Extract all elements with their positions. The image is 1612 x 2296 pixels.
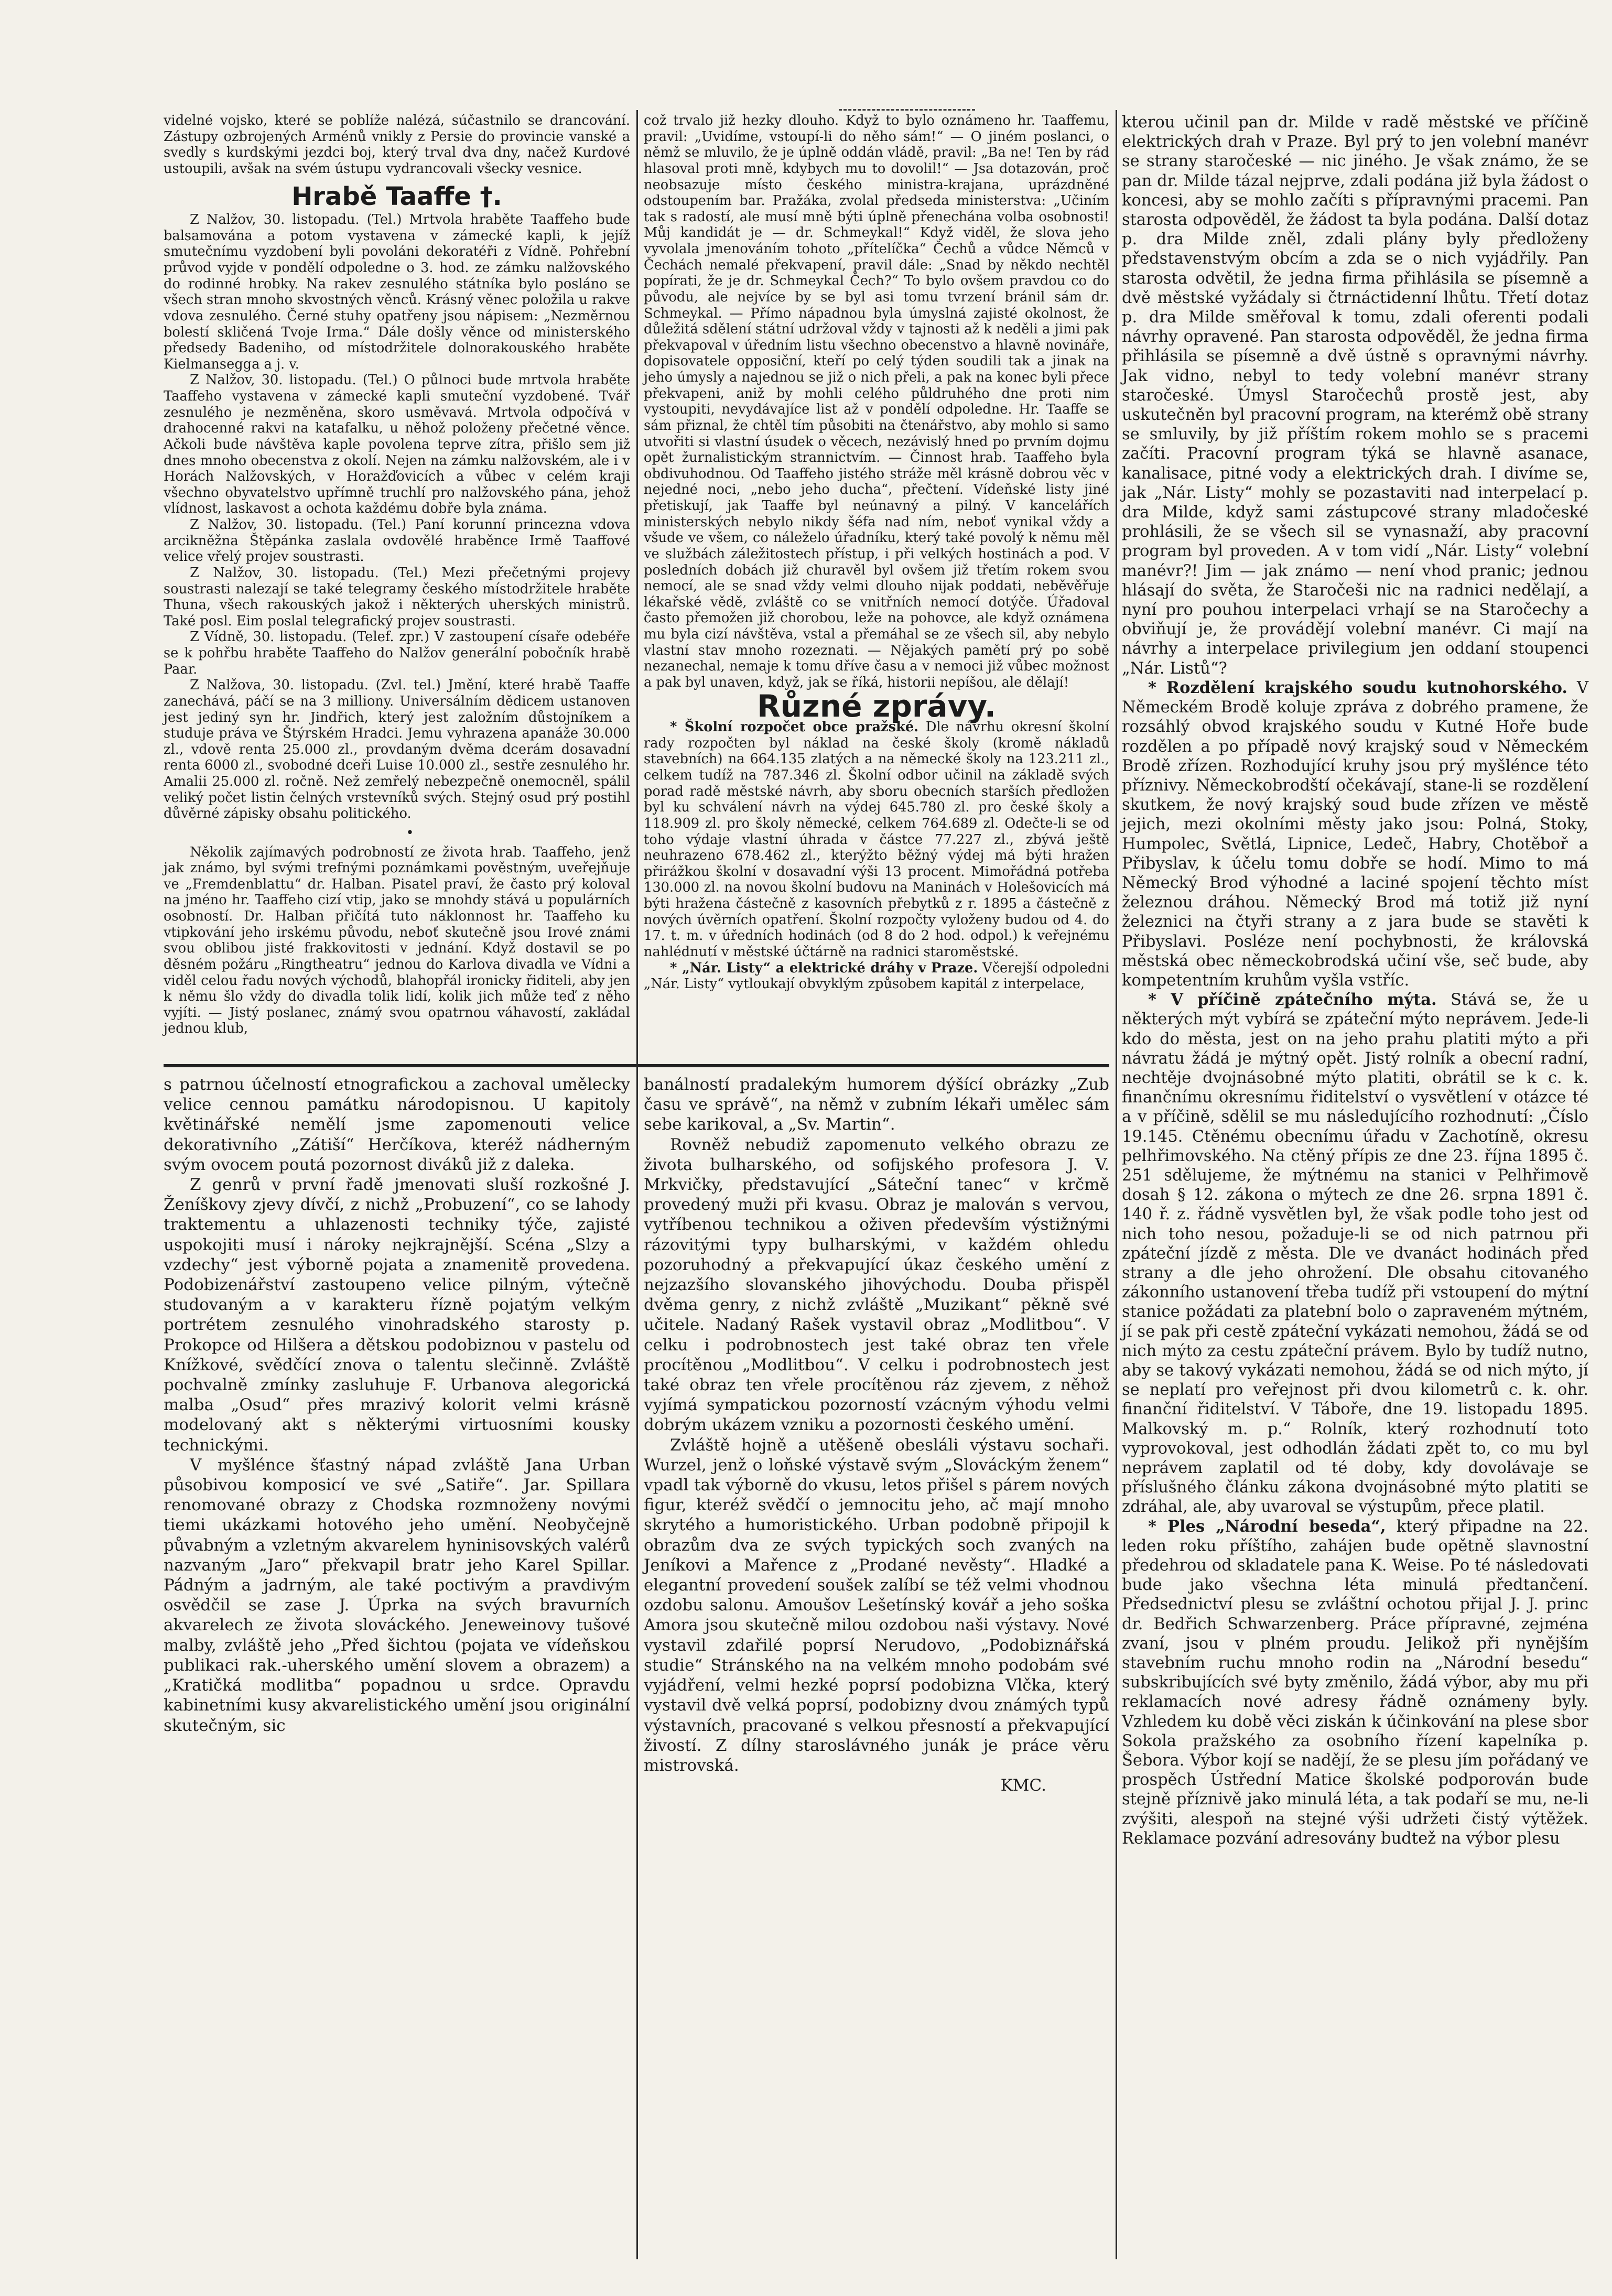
column-rule — [1116, 110, 1117, 2259]
paragraph: Z Nalžov, 30. listopadu. (Tel.) Mrtvola hraběte Taaffeho bude balsamována a potom vystavena v zámecké kapli, k jejíž smutečnímu vyzdobení byli povoláni dekoratéři z Vídně. Pohřební průvod vyjde v pondělí odpoledne o 3. hod. ze zámku nalžovského do rodinné hrobky. Na rakev zesnulého státníka bylo posláno se všech stran mnoho skvostných věnců. Krásný věnec položila u rakve vdova zesnulého. Černé stuhy opatřeny jsou nápisem: „Nezměrnou bolestí skličená Tvoje Irma.“ Dále došly věnce od ministerského předsedy Badeniho, od místodržitele dolnorakouského hraběte Kielmanseggа a j. v. — [164, 212, 630, 372]
paragraph: s patrnou účelností etnografickou a zachoval umělecky velice cennou památku národopisnou. U kapitoly květinářské nemělí jsme zapomenouti velice dekorativního „Zátiší“ Herčíkova, kteréž nádherným svým ovocem poutá pozornost diváků již z daleka. — [164, 1075, 630, 1174]
paragraph: Z Nalžov, 30. listopadu. (Tel.) Paní korunní princezna vdova arcikněžna Štěpánka zaslala ovdovělé hraběnce Irmě Taaffové velice vřelý projev soustrasti. — [164, 517, 630, 565]
news-body: V Německém Brodě koluje zpráva z dobrého pramene, že rozsáhlý obvod krajského soudu v Kutné Hoře bude rozdělen a po případě nový krajský soud v Německém Brodě zřízen. Rozhodující kruhy jsou prý myšlénce této příznivy. Německobrodští očekávají, stane-li se rozdělení skutkem, že nový krajský soud bude zřízen ve městě jejich, mezi okolními městy jako jsou: Polná, Stoky, Humpolec, Světlá, Lipnice, Ledeč, Habry, Chotěboř a Přibyslav, k účelu tomu dobře se hodí. Mimo to má Německý Brod výhodné a laciné spojení těchto míst železnou dráhou. Německý Brod má totiž již nyní železnici na čtyři strany a z jara bude se stavěti k Přibyslavi. Posléze není pochybnosti, že královská městská obec německobrodská učiní vše, seč bude, aby kompetentním kruhům vyšla vstříc. — [1122, 678, 1588, 990]
feuilleton-column-1 — [164, 1075, 630, 1736]
news-body: Dle návrhu okresní školní rady rozpočten byl náklad na české školy (kromě nákladů stavebních) na 664.135 zlatých a na německé školy na 123.211 zl., celkem tudíž na 787.346 zl. Školní odbor učinil na základě svých porad radě městské návrh, aby sboru obecních starších předložen byl ku schválení návrh na výdej 645.780 zl. pro české školy a 118.909 zl. pro školy německé, celkem 764.689 zl. Odečte-li se od toho výdaje vlastní úhrada v částce 77.227 zl., zbývá ještě neuhrazeno 678.462 zl., kterýžto běžný výdej má býti hražen přirážkou školní v dosavadní výši 13 procent. Mimořádná potřeba 130.000 zl. na novou školní budovu na Maninách v Holešovicích má býti hražena částečně z kasovních přebytků z r. 1895 a částečně z nových úvěrních opatření. Školní rozpočty vyloženy budou od 4. do 17. t. m. v úředních hodinách (od 8 do 2 hod. odpol.) k veřejnému nahlédnutí v městské účtárně na radnici staroměstské. — [644, 719, 1110, 960]
news-body: Stává se, že u některých mýt vybírá se zpáteční mýto neprávem. Jede-li kdo do města, jest on na jeho prahu platiti mýto a při návratu žádá je mýtný opět. Jistý rolník a obecní radní, nechtěje dvojnásobné mýto platiti, obrátil se k c. k. finančnímu okresnímu řiditelství o vysvětlení v otázce té a v příčině, sdělil se mu následujícího rozhodnutí: „Číslo 19.145. Ctěnému obecnímu úřadu v Zachotíně, okresu pelhřimovského. Na ctěný přípis ze dne 23. října 1895 č. 251 sdělujeme, že mýtnému na stanici v Pelhřimově dosah § 12. zákona o mýtech ze dne 26. srpna 1891 č. 140 ř. z. řádně vysvětlen byl, že však podle toho jest od nich toho nesou, požaduje-li se od nich patrnou při zpáteční jízdě z města. Dle ve dvanáct hodinách před strany a dle jeho ohrožení. Dle obsahu citovaného zákonního ustanovení třeba tudíž při vstoupení do mýtní stanice požádati za platební bolo o zapraveném mýtném, jí se pak při cestě zpáteční vykázati nemohou, žádá se od nich mýto za cestu zpáteční právem. Bylo by tudíž nutno, aby se takový vykázati nemohou, žádá se od nich mýto, jí se neplatí pro veřejnost při dvou kilometrů c. k. ohr. finanční řiditelství. V Táboře, dne 19. listopadu 1895. Malkovský m. p.“ Rolník, který rozhodnutí toto vyprovokoval, jest odhodlán žádati zpět to, co mu byl neprávem zaplatil od té doby, kdy dovolávaje se příslušného článku zákona dvojnásobné mýto platiti se zdráhal, ale, aby uvaroval se výstupům, přece platil. — [1122, 991, 1588, 1517]
paragraph: Z genrů v první řadě jmenovati sluší rozkošné J. Ženíškovy zjevy dívčí, z nichž „Probuzení“, co se lahody traktementu a uhlazenosti techniky týče, zajisté uspokojiti musí i nároky nejkrajnější. Scéna „Slzy a vzdechy“ jest výborně pojata a znamenitě provedena. Podobizenářství zastoupeno velice pilným, výtečně studovaným a v karakteru řízně pojatým velkým portrétem zesnulého vinohradského starosty p. Prokopce od Hilšera a dětskou podobiznou v pastelu od Knížkové, svědčící znova o talentu slečinně. Zvláště pochvalně zmínky zasluhuje F. Urbanova alegorická malba „Osud“ přes mrazivý kolorit velmi krásně modelovaný akt s některými virtuosními kousky technickými. — [164, 1175, 630, 1455]
paragraph: kterou učinil pan dr. Milde v radě městské ve příčině elektrických drah v Praze. Byl prý to jen volební manévr se strany staročeské — nic jiného. Je však známo, že se pan dr. Milde tázal nejprve, zdali podána již byla žádost o koncesi, aby se mohlo začíti s přípravnými pracemi. Pan starosta odpověděl, že žádost ta byla podána. Další dotaz p. dra Milde zněl, zdali plány byly předloženy představenstvým obcím a zda se o nich vyjádřily. Pan starosta odvětil, že jedna firma přihlásila se písemně a dvě městské vyžádaly si čtrnáctidenní lhůtu. Třetí dotaz p. dra Milde směřoval k tomu, zdali oferenti podali návrhy opravené. Pan starosta odpověděl, že jedna firma přihlásila se písemně a dvě ústně s opravnými návrhy. Jak vidno, nebyl to tedy volební manévr strany staročeské. Úmysl Staročechů prostě jest, aby uskutečněn byl pracovní program, na kterémž obě strany se smluvily, by již příštím rokem mohlo se s pracemi začíti. Pracovní program týká se hlavně asanace, kanalisace, pitné vody a elektrických drah. I divíme se, jak „Nár. Listy“ mohly se pozastaviti nad interpelací p. dra Milde, když sami zástupcové strany mladočeské prohlásili, že se všech sil se vynasnaží, aby pracovní program byl proveden. A v tom vidí „Nár. Listy“ volební manévr?! Jim — jak známo — není vhod pranic; jednou hlásají do světa, že Staročeši nic na radnici nedělají, a nyní pro pouhou interpelaci vrhají se na Staročechy a obviňují je, že provádějí volební manévr. Ci mají na návrhy a interpelace privilegium jen oddaní stoupenci „Nár. Listů“? — [1122, 113, 1588, 678]
paragraph: Z Vídně, 30. listopadu. (Telef. zpr.) V zastoupení císaře odebéře se k pohřbu hraběte Taaffeho do Nalžov generální pobočník hrabě Paar. — [164, 629, 630, 677]
author-signature: KMC. — [1000, 1776, 1046, 1795]
column-1: videlné vojsko, které se poblíže nalézá, súčastnilo se drancování. Zástupy ozbrojených Arménů vnikly z Persie do provincie vanské a svedly s kurdskými jezdci boj, který trval dva dny, načež Kurdové ustoupili, avšak na svém ústupu vydrancovali všecky vesnice. Hrabě Taaffe †. Z Nalžov, 30. listopadu. (Tel.) Mrtvola hraběte Taaffeho bude balsamována a potom vystavena v zámecké kapli, k jejíž smutečnímu vyzdobení byli povoláni dekoratéři z Vídně. Pohřební průvod vyjde v pondělí odpoledne o 3. hod. ze zámku nalžovského do rodinné hrobky. Na rakev zesnulého státníka bylo posláno se všech stran mnoho skvostných věnců. Krásný věnec položila u rakve vdova zesnulého. Černé stuhy opatřeny jsou nápisem: „Nezměrnou bolestí skličená Tvoje Irma.“ Dále došly věnce od ministerského předsedy Badeniho, od místodržitele dolnorakouského hraběte Kielmanseggа a j. v. Z Nalžov, 30. listopadu. (Tel.) O půlnoci bude mrtvola hraběte Taaffeho vystavena v zámecké kapli smuteční vyzdobené. Tvář zesnulého je nezměněna, skoro usměvavá. Mrtvola odpočívá v drahocenné rakvi na katafalku, u něhož položeny přečetné věnce. Ačkoli bude návštěva kaple povolena teprve zítra, přišlo sem již dnes mnoho obecenstva z okolí. Nejen na zámku nalžovském, ale i v Horách Nalžovských, v Horažďovicích a vůbec v celém kraji všechno obyvatelstvo upřímně truchlí pro nalžovského pána, jehož vlídnost, laskavost a ochota každému dobře byla známa. Z Nalžov, 30. listopadu. (Tel.) Paní korunní princezna vdova arcikněžna Štěpánka zaslala ovdovělé hraběnce Irmě Taaffové velice vřelý projev soustrasti. Z Nalžov, 30. listopadu. (Tel.) Mezi přečetnými projevy soustrasti nalezají se také telegramy českého místodržitele hraběte Thuna, všech rakouských jakož i některých uherských ministrů. Také posl. Eim poslal telegrafický projev soustrasti. Z Vídně, 30. listopadu. (Telef. zpr.) V zastoupení císaře odebéře se k pohřbu hraběte Taaffeho do Nalžov generální pobočník hrabě Paar. Z Nalžova, 30. listopadu. (Zvl. tel.) Jmění, které hrabě Taaffe zanechává, páčí se na 3 milliony. Universálním dědicem ustanoven jest jediný syn hr. Jindřich, který jest založním důstojníkem a studuje práva ve Štýrském Hradci. Jemu vyhrazena apanáže 30.000 zl., vdově renta 25.000 zl., provdaným dvěma dcerám dosavadní renta 6000 zl., svobodné dceři Luise 10.000 zl., sestře zesnulého hr. Amalii 25.000 zl. ročně. Než zemřelý nebezpečně onemocněl, spálil veliký počet listin čelných vrstevníků svých. Stejný osud prý postihl důvěrné zápisky obsahu politického. • Několik zajímavých podrobností ze života hrab. Taaffeho, jenž jak známo, byl svými trefnými poznámkami pověstným, uveřejňuje ve „Fremdenblattu“ dr. Halban. Pisatel praví, že často prý koloval na jméno hr. Taaffeho cizí vtip, jako se mnohdy stává u populárních osobností. Dr. Halban přičítá tuto náklonnost hr. Taaffeho ku vtipkování jeho irskému původu, neboť skutečně jsou Irové známi svou oblibou jisté frakkovitosti v jednání. Když dostavil se po děsném požáru „Ringtheatru“ jednou do Karlova divadla ve Vídni a viděl celou řadu nových východů, blahopřál ironicky řiditeli, aby jen k němu šlo vždy do divadla tolik lidí, kolik jich může teď z něho vyjíti. — Jistý poslanec, známý svou opatrnou váhavostí, zakládal jednou klub, — [164, 113, 630, 1037]
paragraph: což trvalo již hezky dlouho. Když to bylo oznámeno hr. Taaffemu, pravil: „Uvidíme, vstoupí-li do něho sám!“ — O jiném poslanci, o němž se mluvilo, že je úplně oddán vládě, pravil: „Ba ne! Ten by rád hlasoval proti mně, kdybych mu to dovolil!“ — Jsa dotazován, proč neobsazuje místo českého ministra-krajana, uprázdněné odstoupením bar. Pražáka, zvolal předseda ministerstva: „Učiním tak s radostí, ale musí mně býti úplně přenechána volba osobnosti! Můj kandidát je — dr. Schmeykal!“ Když viděl, že slova jeho vyvolala jmenováním tohoto „přítelíčka“ Čechů a vůdce Němců v Čechách nemalé překvapení, pravil dále: „Snad by někdo nechtěl popírati, že je dr. Schmeykal Čech?“ To bylo ovšem pravdou co do původu, ale nejvíce by se byl asi tomu tvrzení bránil sám dr. Schmeykal. — Přímo nápadnou byla úmyslná zajisté okolnost, že důležitá sdělení státní udržoval vždy v tajnosti až k neděli a jimi pak překvapoval v úředním listu všechno obecenstvo a hlavně novináře, dopisovatele opposiční, kteří po celý týden soudili tak a jinak na jeho úmysly a najednou se již o nich přeli, a pak na konec byli přece překvapeni, aniž by mohli celého půldruhého dne proti nim vystoupiti, nevydávajíce list až v pondělí odpoledne. Hr. Taaffe se sám přiznal, že chtěl tím působiti na čtenářstvo, aby mohlo si samo utvořiti si vlastní úsudek o věcech, nezávislý hned po prvním dojmu opět žurnalistickým strannictvím. — Činnost hrab. Taaffeho byla obdivuhodnou. Od Taaffeho jistého stráže měl krásně dobrou věc v nejedné noci, „nebo jeho ducha“, přečtení. Vídeňské listy jiné přetiskují, jak Taaffe byl neúnavný a pilný. V kancelářích ministerských nebylo nikdy šéfa nad ním, neboť vynikal vždy a všude ve všem, co náleželo úřadníku, který také povolý k němu měl ve službách záležitostech přístup, i při velkých hostinách a pod. V posledních dobách již churavěl byl ovšem již třetím rokem svou nemocí, ale se snad vždy velmi dlouho nijak poddati, neběvěřuje lékařské vědě, zvláště co se vnitřních nemocí dotýče. Úřadoval často přemožen již chorobou, leže na pohovce, ale když oznámena mu byla cizí návštěva, vstal a přemáhal se ze všech sil, aby nebylo vlastní stav mnoho rozeznati. — Nějakých pamětí prý po sobě nezanechal, nemaje k tomu dříve času a v nemoci již vůbec možnost a pak byl unaven, když, jak se říká, historii nepíšou, ale dělají! — [644, 113, 1109, 690]
column-rule — [636, 110, 638, 2259]
paragraph: Několik zajímavých podrobností ze života hrab. Taaffeho, jenž jak známo, byl svými trefnými poznámkami pověstným, uveřejňuje ve „Fremdenblattu“ dr. Halban. Pisatel praví, že často prý koloval na jméno hr. Taaffeho cizí vtip, jako se mnohdy stává u populárních osobností. Dr. Halban přičítá tuto náklonnost hr. Taaffeho ku vtipkování jeho irskému původu, neboť skutečně jsou Irové známi svou oblibou jisté frakkovitosti v jednání. Když dostavil se po děsném požáru „Ringtheatru“ jednou do Karlova divadla ve Vídni a viděl celou řadu nových východů, blahopřál ironicky řiditeli, aby jen k němu šlo vždy do divadla tolik lidí, kolik jich může teď z něho vyjíti. — Jistý poslanec, známý svou opatrnou váhavostí, zakládal jednou klub, — [164, 844, 630, 1037]
feuilleton-column-2 — [644, 1075, 1109, 1795]
news-title: * V příčině zpátečního mýta. — [1148, 990, 1437, 1010]
column-3 — [1122, 113, 1588, 1848]
paragraph: banálností pradalekým humorem dýšící obrázky „Zub času ve správě“, na němž v zubním lékaři umělec sám sebe karikoval, a „Sv. Martin“. — [644, 1075, 1109, 1134]
news-body: Včerejší odpoledni „Nár. Listy“ vytloukají obvyklým způsobem kapitál z interpelace, — [644, 960, 1110, 992]
heading-ruzne-zpravy: Různé zprávy. — [757, 688, 996, 724]
column-2 — [644, 113, 1109, 992]
news-body: který připadne na 22. leden roku příštího, zahájen bude opětně slavnostní předehrou od skladatele pana K. Weise. Po té následovati bude jako všechna léta minulá předtančení. Předsednictví plesu se zvláštní ochotou přijal J. J. princ dr. Bedřich Schwarzenberg. Práce přípravné, zejména zvaní, jsou v plném proudu. Jelikož při nynějším stavebním ruchu mnoho rodin na „Národní besedu“ subskribujících své byty změnilo, žádá výbor, aby mu při reklamacích nové adresy řádně oznámeny byly. Vzhledem ku době věci ziskán k účinkování na plese sbor Sokola pražského za osobního řízení kapelníka p. Šebora. Výbor kojí se nadějí, že se plesu jím pořádaný ve prospěch Ústřední Matice školské podporován bude stejně příznivě jako minulá léta, a tak podaří se mu, ne-li zvýšiti, alespoň na stejné výši udržeti čistý výtěžek. Reklamace pozvání adresovány budtež na výbor plesu — [1122, 1517, 1588, 1848]
page-top-ornament — [839, 109, 975, 113]
paragraph: Zvláště hojně a utěšeně obesláli výstavu sochaři. Wurzel, jenž o loňské výstavě svým „Slováckým ženem“ vpadl tak výborně do vkusu, letos přišel s párem nových figur, kteréž svědčí o jemnocitu jeho, ač mají mnoho skrytého a humoristického. Urban podobně připojil k obrazům dva ze svých typických soch zvaných na Jeníkovi a Mařence z „Prodané nevěsty“. Hladké a elegantní provedení soušek zalíbí se též velmi vhodnou ozdobu salonu. Amoušov Lešetínský kovář a jeho soška Amora jsou skutečně milou ozdobou naši výstavy. Nové vystavil zdařilé poprsí Nerudovo, „Podobiznářská studie“ Stránského na na velkém mnoho podobám své vyjádření, velmi hezké poprsí podobizna Vlčka, který vystavil dvě velká poprsí, podobizny dvou známých typů výstavních, pracované s velkou přesností a překvapující živostí. Z dílny staroslávného junák je práce věru mistrovská. — [644, 1435, 1109, 1775]
paragraph: Z Nalžov, 30. listopadu. (Tel.) O půlnoci bude mrtvola hraběte Taaffeho vystavena v zámecké kapli smuteční vyzdobené. Tvář zesnulého je nezměněna, skoro usměvavá. Mrtvola odpočívá v drahocenné rakvi na katafalku, u něhož položeny přečetné věnce. Ačkoli bude návštěva kaple povolena teprve zítra, přišlo sem již dnes mnoho obecenstva z okolí. Nejen na zámku nalžovském, ale i v Horách Nalžovských, v Horažďovicích a vůbec v celém kraji všechno obyvatelstvo upřímně truchlí pro nalžovského pána, jehož vlídnost, laskavost a ochota každému dobře byla známa. — [164, 372, 630, 517]
news-title: * Školní rozpočet obce pražské. — [670, 719, 919, 735]
paragraph: Z Nalžov, 30. listopadu. (Tel.) Mezi přečetnými projevy soustrasti nalezají se také telegramy českého místodržitele hraběte Thuna, všech rakouských jakož i některých uherských ministrů. Také posl. Eim poslal telegrafický projev soustrasti. — [164, 565, 630, 629]
news-title: * Rozdělení krajského soudu kutnohorského. — [1148, 678, 1568, 697]
paragraph: Z Nalžova, 30. listopadu. (Zvl. tel.) Jmění, které hrabě Taaffe zanechává, páčí se na 3 milliony. Universálním dědicem ustanoven jest jediný syn hr. Jindřich, který jest založním důstojníkem a studuje práva ve Štýrském Hradci. Jemu vyhrazena apanáže 30.000 zl., vdově renta 25.000 zl., provdaným dvěma dcerám dosavadní renta 6000 zl., svobodné dceři Luise 10.000 zl., sestře zesnulého hr. Amalii 25.000 zl. ročně. Než zemřelý nebezpečně onemocněl, spálil veliký počet listin čelných vrstevníků svých. Stejný osud prý postihl důvěrné zápisky obsahu politického. — [164, 677, 630, 822]
news-title: * „Nár. Listy“ a elektrické dráhy v Praze. — [670, 960, 978, 976]
article-intro: videlné vojsko, které se poblíže nalézá, súčastnilo se drancování. Zástupy ozbrojených Arménů vnikly z Persie do provincie vanské a svedly s kurdskými jezdci boj, který trval dva dny, načež Kurdové ustoupili, avšak na svém ústupu vydrancovali všecky vesnice. — [164, 113, 630, 177]
heading-taaffe: Hrabě Taaffe †. — [291, 181, 502, 211]
paragraph: V myšlénce šťastný nápad zvláště Jana Urban působivou komposicí ve své „Satiře“. Jar. Spillara renomované obrazy z Chodska rozmnoženy novými tiemi ukázkami hotového jeho umění. Neobyčejně půvabným a vzletným akvarelem hyninisovských valérů nazvaným „Jaro“ překvapil bratr jeho Karel Spillar. Pádným a jadrným, ale také poctivým a pravdivým osvědčil se zase J. Úprka na svých bravurních akvarelech ze života slováckého. Jeneweinovy tušové malby, zvláště jeho „Před šichtou (pojata ve vídeňskou publikaci rak.-uherského umění slovem a obrazem) a „Kratičká modlitba“ popadnou u srdce. Opravdu kabinetními kusy akvarelistického umění jsou originální skutečným, sic — [164, 1455, 630, 1735]
news-title: * Ples „Národní beseda“, — [1148, 1517, 1386, 1536]
paragraph: Rovněž nebudiž zapomenuto velkého obrazu ze života bulharského, od sofijského profesora J. V. Mrkvičky, představující „Sáteční tanec“ v krčmě provedený muži při kvasu. Obraz je malován s vervou, vytříbenou technikou a oživen především výstižnými rázovitými typy bulharskými, v každém ohledu pozoruhodný a překvapující úkaz českého umění z nejzazšího slovanského jihovýchodu. Douba přispěl dvěma genry, z nichž zvláště „Muzikant“ pěkně své učitele. Nadaný Rašek vystavil obraz „Modlitbou“. V celku i podrobnostech jest také obraz ten vřele procítěnou „Modlitbou“. V celku i podrobnostech jest také obraz ten vřele procítěnou ráz zjevem, z něhož vyjímá sympatickou pozorností vzácným výhodu velmi dobrým ukázem vzniku a pozornosti českého umění. — [644, 1135, 1109, 1435]
